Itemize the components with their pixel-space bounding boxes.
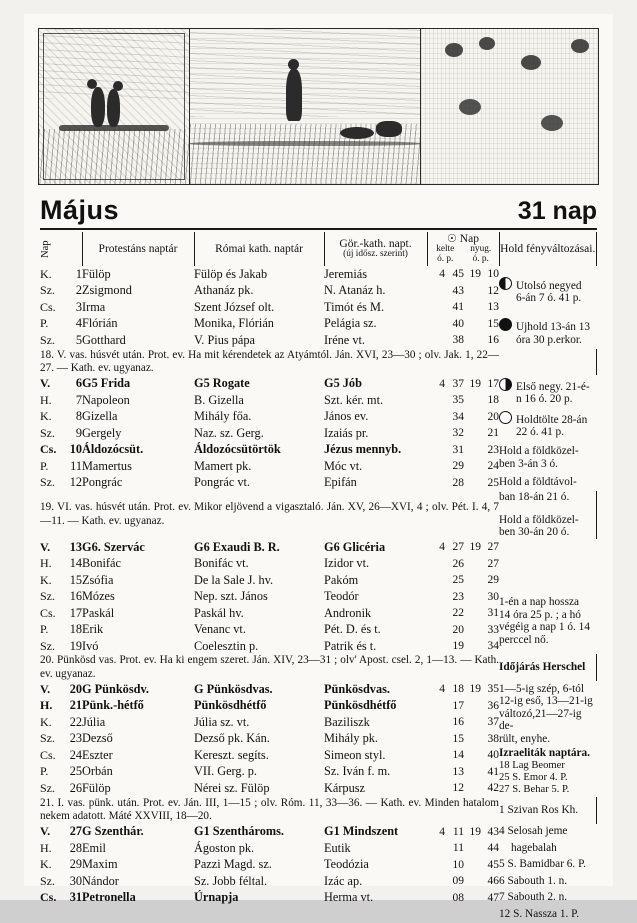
table-row: K. 1 Fülöp Fülöp és Jakab Jeremiás 4 45 19 10 Utolsó negyed 6-án 7 ó. 41 p. [40,266,597,283]
table-row: V. 6 G5 Frida G5 Rogate G5 Jób 4 37 19 17 Első negy. 21-é- n 16 ó. 20 p. [40,375,597,392]
israelite-calendar-cell: 1 Szivan Ros Kh. [499,797,597,824]
table-row: P. 18 Erik Venanc vt. Pét. D. és t. 20 33 [40,622,499,637]
moon-last-quarter-icon [499,277,512,290]
col-head-moon: Hold fényváltozásai. [499,232,597,266]
israelite-calendar-cell: 5 S. Bamidbar 6. P. [499,858,586,871]
month-title-row [40,195,597,230]
table-row: H. 28 Emil Ágoston pk. Eutik 11 44 hagebalah [40,840,597,857]
israelite-calendar-cell: 6 Sabouth 1. n. [499,874,568,887]
gospel-note: 21. I. vas. pünk. után. Prot. ev. Ján. III, 1—15 ; olv. Róm. 11, 33—36. — Kath. ev. Minden hatalom nekem adatott. Máté XXVIII, 18—20. [40,796,499,823]
col-head-greek-catholic: Gör.-kath. napt. (új idősz. szerint) [324,232,427,266]
israelite-calendar-cell: 12 S. Nassza 1. P. [499,907,580,920]
table-row: K. 22 Júlia Júlia sz. vt. Baziliszk 16 37 [40,714,499,729]
col-head-roman-catholic: Római kath. naptár [194,232,324,266]
gospel-note: 18. V. vas. húsvét után. Prot. ev. Ha mit kérendetek az Atyámtól. Ján. XVI, 23—30 ; olv. Jak. 1, 22—27. — Kath. ev. ugyanaz. [40,348,499,374]
moon-phase-cell: Utolsó negyed 6-án 7 ó. 41 p. [499,266,597,316]
gospel-note-row [40,797,597,824]
moon-new-icon [499,318,512,331]
table-row: P. 4 Flórián Monika, Flórián Pelágia sz. 40 15 Ujhold 13-án 13 óra 30 p.erkor. [40,316,597,333]
table-row: Cs. 3 Irma Szent József olt. Timót és M. 41 13 [40,299,499,314]
table-row: Cs. 10 Áldozócsüt. Áldozócsütörtök Jézus mennyb. 31 23 Hold a földközel- ben 3-án 3 ó. [40,441,597,458]
calendar-table [40,232,597,923]
gospel-note-row [40,654,597,681]
weather-title-cell: Időjárás Herschel [499,654,597,681]
moon-note-cell [499,539,597,589]
israelite-calendar-cell: 4 Selosah jeme [499,825,568,838]
table-row: H. 7 Napoleon B. Gizella Szt. kér. mt. 35 18 [40,392,499,407]
days-count: 31 nap [517,197,597,225]
table-row: Sz. 23 Dezső Dezső pk. Kán. Mihály pk. 15 38 [40,731,499,746]
col-head-protestant: Protestáns naptár [82,232,194,266]
israelite-calendar-cell: hagebalah [511,841,557,854]
table-row: V. 27 G Szenthár. G1 Szenthároms. G1 Mindszent 4 11 19 43 4 Selosah jeme [40,824,597,841]
israelite-calendar-cell: 7 Sabouth 2. n. [499,891,568,904]
engraving-panel-left [39,29,190,184]
engraving-panel-right [421,29,598,184]
weather-forecast-cell: 1—5-ig szép, 6-tól 12-ig eső, 13—21-ig változó,21—27-ig de- rült, enyhe. [499,682,593,746]
table-row: Sz. 19 Ivó Coelesztin p. Patrik és t. 19 34 [40,638,499,653]
table-row: H. 14 Bonifác Bonifác vt. Izidor vt. 26 27 [40,556,499,571]
moon-full-icon [499,411,512,424]
gospel-note-row [40,349,597,376]
table-row: K. 15 Zsófia De la Sale J. hv. Pakóm 25 29 [40,572,499,587]
table-row: K. 29 Maxim Pazzi Magd. sz. Teodózia 10 45 5 S. Bamidbar 6. P. [40,857,597,874]
table-head [40,232,597,266]
table-row: Sz. 30 Nándor Sz. Jobb féltal. Izác ap. 09 46 6 Sabouth 1. n. [40,873,597,890]
page-title: Május [40,195,120,225]
table-row: P. 25 Orbán VII. Gerg. p. Sz. Iván f. m. 13 41 [40,764,499,779]
table-row: H. 21 Pünk.-hétfő Pünkösdhétfő Pünkösdhétfő 17 36 [40,698,499,713]
moon-phase-cell: Holdtölte 28-án 22 ó. 41 p. [499,408,597,441]
moon-phase-cell: Első negy. 21-é- n 16 ó. 20 p. [499,375,597,408]
table-row: Cs. 24 Eszter Kereszt. segíts. Simeon styl. 14 40 Izraeliták naptára. 18 Lag Beomer 25 S. Emor 4. P. 27 S. Behar 5. P. [40,747,597,764]
table-row: Sz. 5 Gotthard V. Pius pápa Iréne vt. 38 16 [40,332,499,347]
moon-distance-cell: Hold a földközel- ben 3-án 3 ó. [499,445,579,470]
table-row: Cs. 17 Paskál Paskál hv. Andronik 22 31 [40,605,499,620]
col-head-sun: ☉ Nap kelte nyug. ó. p. ó. p. [427,232,499,266]
table-row: Sz. 16 Mózes Nep. szt. János Teodór 23 30 1-én a nap hossza 14 óra 25 p. ; a hó végéig a nap 1 ó. 14 perccel nő. [40,588,597,605]
table-row: V. 13 G6. Szervác G6 Exaudi B. R. G6 Glicéria 4 27 19 27 [40,539,597,556]
table-row: Sz. 9 Gergely Naz. sz. Gerg. Izaiás pr. 32 21 [40,425,499,440]
header-engraving [38,28,599,185]
calendar-grid [40,232,597,923]
sun-icon: ☉ [447,233,457,246]
calendar-sheet [24,14,613,920]
moon-phase-cell: Ujhold 13-án 13 óra 30 p.erkor. [499,316,597,349]
table-row: K. 8 Gizella Mihály főa. János ev. 34 20 Holdtölte 28-án 22 ó. 41 p. [40,408,597,425]
engraving-panel-middle [190,29,421,184]
table-row: P. 11 Mamertus Mamert pk. Móc vt. 29 24 [40,458,499,473]
table-row: V. 20 G Pünkösdv. G Pünkösdvas. Pünkösdvas. 4 18 19 35 1—5-ig szép, 6-tól 12-ig eső, 13—21-ig változó,21—27-ig de- rült, enyhe. [40,681,597,698]
table-row: Sz. 2 Zsigmond Athanáz pk. N. Atanáz h. 43 12 [40,283,499,298]
gospel-note: 19. VI. vas. húsvét után. Prot. ev. Mikor eljövend a vigasztaló. Ján. XV, 26—XVI, 4 ; olv. Pét. I. 4, 7—11. — Kath. ev. ugyanaz. [40,501,499,527]
gospel-note-row [40,491,597,539]
day-length-cell: 1-én a nap hossza 14 óra 25 p. ; a hó végéig a nap 1 ó. 14 perccel nő. [499,596,590,646]
table-row: Sz. 26 Fülöp Nérei sz. Fülöp Kárpusz 12 42 [40,780,499,795]
moon-distance-cell: Hold a földtávol- [499,476,577,489]
moon-distance-cell: ban 18-án 21 ó. Hold a földközel- ben 30-án 20 ó. [499,491,597,539]
israelite-calendar-cell: Izraeliták naptára. 18 Lag Beomer 25 S. Emor 4. P. 27 S. Behar 5. P. [499,747,590,796]
col-head-nap: Nap [40,240,51,258]
table-body [40,266,597,923]
table-row: Sz. 12 Pongrác Pongrác vt. Epifán 28 25 Hold a földtávol- [40,474,597,491]
table-row [40,906,597,923]
moon-first-quarter-icon [499,378,512,391]
gospel-note: 20. Pünkösd vas. Prot. ev. Ha ki engem szeret. Ján. XIV, 23—31 ; olv' Apost. csel. 2, 1—13. — Kath. ev. ugyanaz. [40,654,499,680]
table-row: Cs. 31 Petronella Úrnapja Herma vt. 08 47 7 Sabouth 2. n. [40,890,597,907]
